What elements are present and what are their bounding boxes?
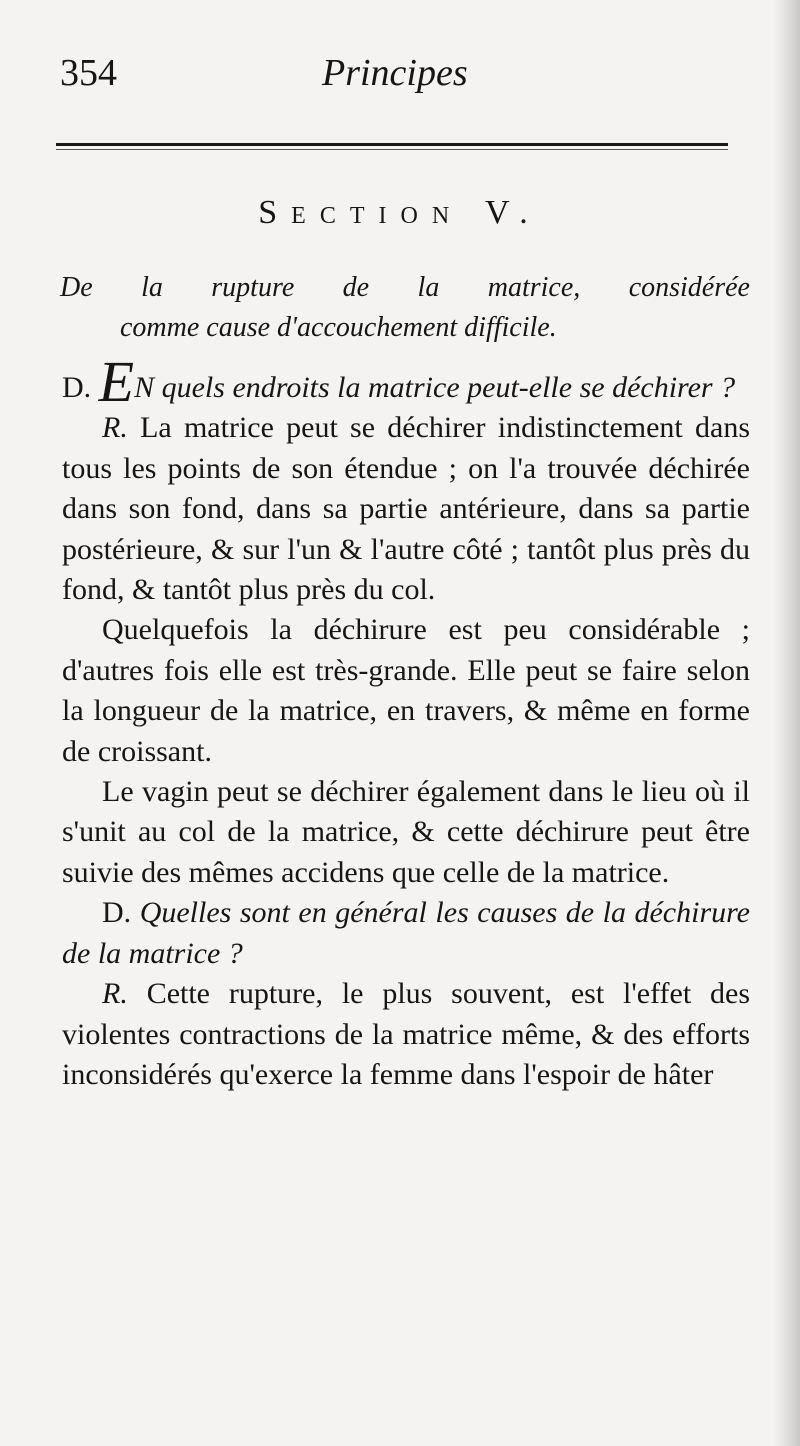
section-subtitle-line-2: comme cause d'accouchement difficile. [120, 312, 557, 343]
body-text [62, 349, 751, 1095]
answer-1 [62, 408, 750, 610]
section-subtitle [60, 268, 750, 348]
drop-cap: E [98, 349, 135, 414]
question-1-text: N quels endroits la matrice peut-elle se déchirer ? [134, 371, 736, 404]
question-2 [62, 893, 750, 974]
paragraph-3: Le vagin peut se déchirer également dans le lieu où il s'unit au col de la matrice, & cette déchirure peut être suivie des mêmes accidens que celle de la matrice. [62, 775, 750, 889]
answer-1-speaker: R. [102, 411, 128, 445]
answer-2 [62, 974, 750, 1095]
question-2-speaker: D. [102, 896, 132, 930]
question-1 [62, 349, 750, 414]
header-rule [56, 143, 728, 146]
running-head: Principes [322, 52, 468, 94]
question-2-text: Quelles sont en général les causes de la déchirure de la matrice ? [62, 896, 750, 970]
header-rule-thin [56, 149, 728, 150]
page-header [60, 48, 750, 98]
answer-2-text: Cette rupture, le plus souvent, est l'effet des violentes contractions de la matrice même, & des efforts inconsidérés qu'exerce la femme dans l'espoir de hâter [62, 977, 751, 1091]
section-title: Section V. [258, 194, 542, 231]
paragraph-2: Quelquefois la déchirure est peu considérable ; d'autres fois elle est très-grande. Elle peut se faire selon la longueur de la matrice, en travers, & même en forme de croissant. [62, 613, 750, 768]
question-1-speaker: D. [62, 371, 92, 404]
answer-2-speaker: R. [102, 977, 128, 1011]
page-number: 354 [60, 52, 117, 94]
answer-1-text: La matrice peut se déchirer indistinctement dans tous les points de son étendue ; on l'a trouvée déchirée dans son fond, dans sa partie antérieure, dans sa partie postérieure, & sur l'un & l'autre côté ; tantôt plus près du fond, & tantôt plus près du col. [62, 411, 750, 607]
section-subtitle-line-1: De la rupture de la matrice, considérée [60, 272, 750, 303]
